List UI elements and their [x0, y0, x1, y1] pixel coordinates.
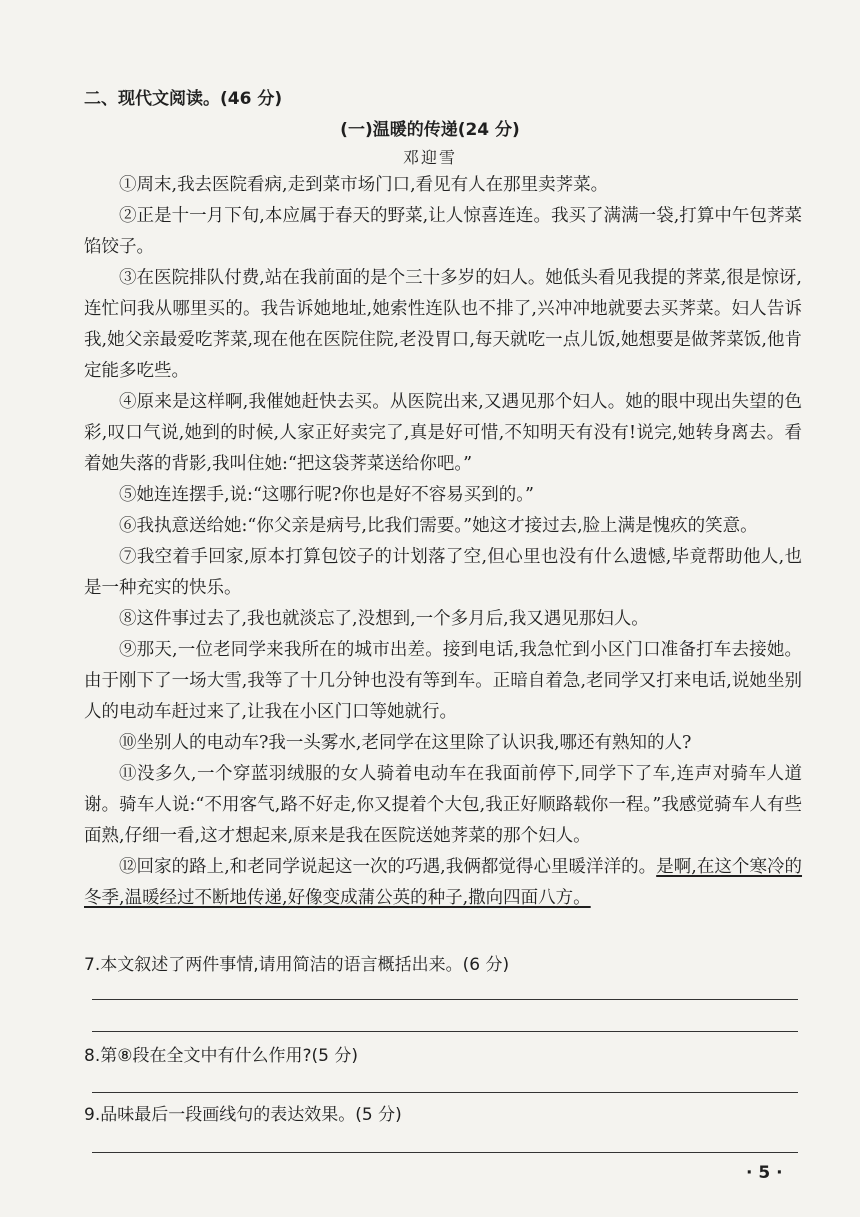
- answer-line-9[interactable]: [92, 1152, 798, 1153]
- question-9: 9.品味最后一段画线句的表达效果。(5 分): [84, 1105, 402, 1125]
- paragraph-12: [84, 852, 802, 914]
- paragraph-11: ⑪没多久,一个穿蓝羽绒服的女人骑着电动车在我面前停下,同学下了车,连声对骑车人道谢。骑车人说:“不用客气,路不好走,你又提着个大包,我正好顺路载你一程。”我感觉骑车人有些面熟,仔细一看,这才想起来,原来是我在医院送她荠菜的那个妇人。: [84, 764, 802, 846]
- paragraph-5: ⑤她连连摆手,说:“这哪行呢?你也是好不容易买到的。”: [119, 485, 534, 505]
- article-title: (一)温暖的传递(24 分): [340, 120, 520, 140]
- section-title: 二、现代文阅读。(46 分): [84, 89, 283, 109]
- paragraph-3: ③在医院排队付费,站在我前面的是个三十多岁的妇人。她低头看见我提的荠菜,很是惊讶,连忙问我从哪里买的。我告诉她地址,她索性连队也不排了,兴冲冲地就要去买荠菜。妇人告诉我,她父亲最爱吃荠菜,现在他在医院住院,老没胃口,每天就吃一点儿饭,她想要是做荠菜饭,他肯定能多吃些。: [84, 268, 802, 381]
- paragraph-7: ⑦我空着手回家,原本打算包饺子的计划落了空,但心里也没有什么遗憾,毕竟帮助他人,也是一种充实的快乐。: [84, 547, 802, 598]
- page-number: · 5 ·: [746, 1163, 783, 1183]
- underlined-sentence: 是啊,在这个寒冷的冬季,温暖经过不断地传递,好像变成蒲公英的种子,撒向四面八方。: [84, 857, 803, 908]
- paragraph-9: ⑨那天,一位老同学来我所在的城市出差。接到电话,我急忙到小区门口准备打车去接她。由于刚下了一场大雪,我等了十几分钟也没有等到车。正暗自着急,老同学又打来电话,说她坐别人的电动车赶过来了,让我在小区门口等她就行。: [84, 640, 802, 722]
- paragraph-2: ②正是十一月下旬,本应属于春天的野菜,让人惊喜连连。我买了满满一袋,打算中午包荠菜馅饺子。: [84, 206, 802, 257]
- paragraph-6: ⑥我执意送给她:“你父亲是病号,比我们需要。”她这才接过去,脸上满是愧疚的笑意。: [119, 516, 758, 536]
- paragraph-10: ⑩坐别人的电动车?我一头雾水,老同学在这里除了认识我,哪还有熟知的人?: [119, 733, 692, 753]
- answer-line-7b[interactable]: [92, 1031, 798, 1032]
- question-7: 7.本文叙述了两件事情,请用简洁的语言概括出来。(6 分): [84, 955, 510, 975]
- article-body: [84, 170, 802, 914]
- paragraph-4: ④原来是这样啊,我催她赶快去买。从医院出来,又遇见那个妇人。她的眼中现出失望的色彩,叹口气说,她到的时候,人家正好卖完了,真是好可惜,不知明天有没有!说完,她转身离去。看着她失落的背影,我叫住她:“把这袋荠菜送给你吧。”: [84, 392, 802, 474]
- paragraph-1: ①周末,我去医院看病,走到菜市场门口,看见有人在那里卖荠菜。: [119, 175, 609, 195]
- paragraph-8: ⑧这件事过去了,我也就淡忘了,没想到,一个多月后,我又遇见那妇人。: [119, 609, 649, 629]
- article-author: 邓迎雪: [402, 148, 457, 167]
- answer-line-8[interactable]: [92, 1092, 798, 1093]
- question-8: 8.第⑧段在全文中有什么作用?(5 分): [84, 1046, 358, 1066]
- paragraph-12-text: ⑫回家的路上,和老同学说起这一次的巧遇,我俩都觉得心里暖洋洋的。: [119, 857, 657, 877]
- answer-line-7a[interactable]: [92, 999, 798, 1000]
